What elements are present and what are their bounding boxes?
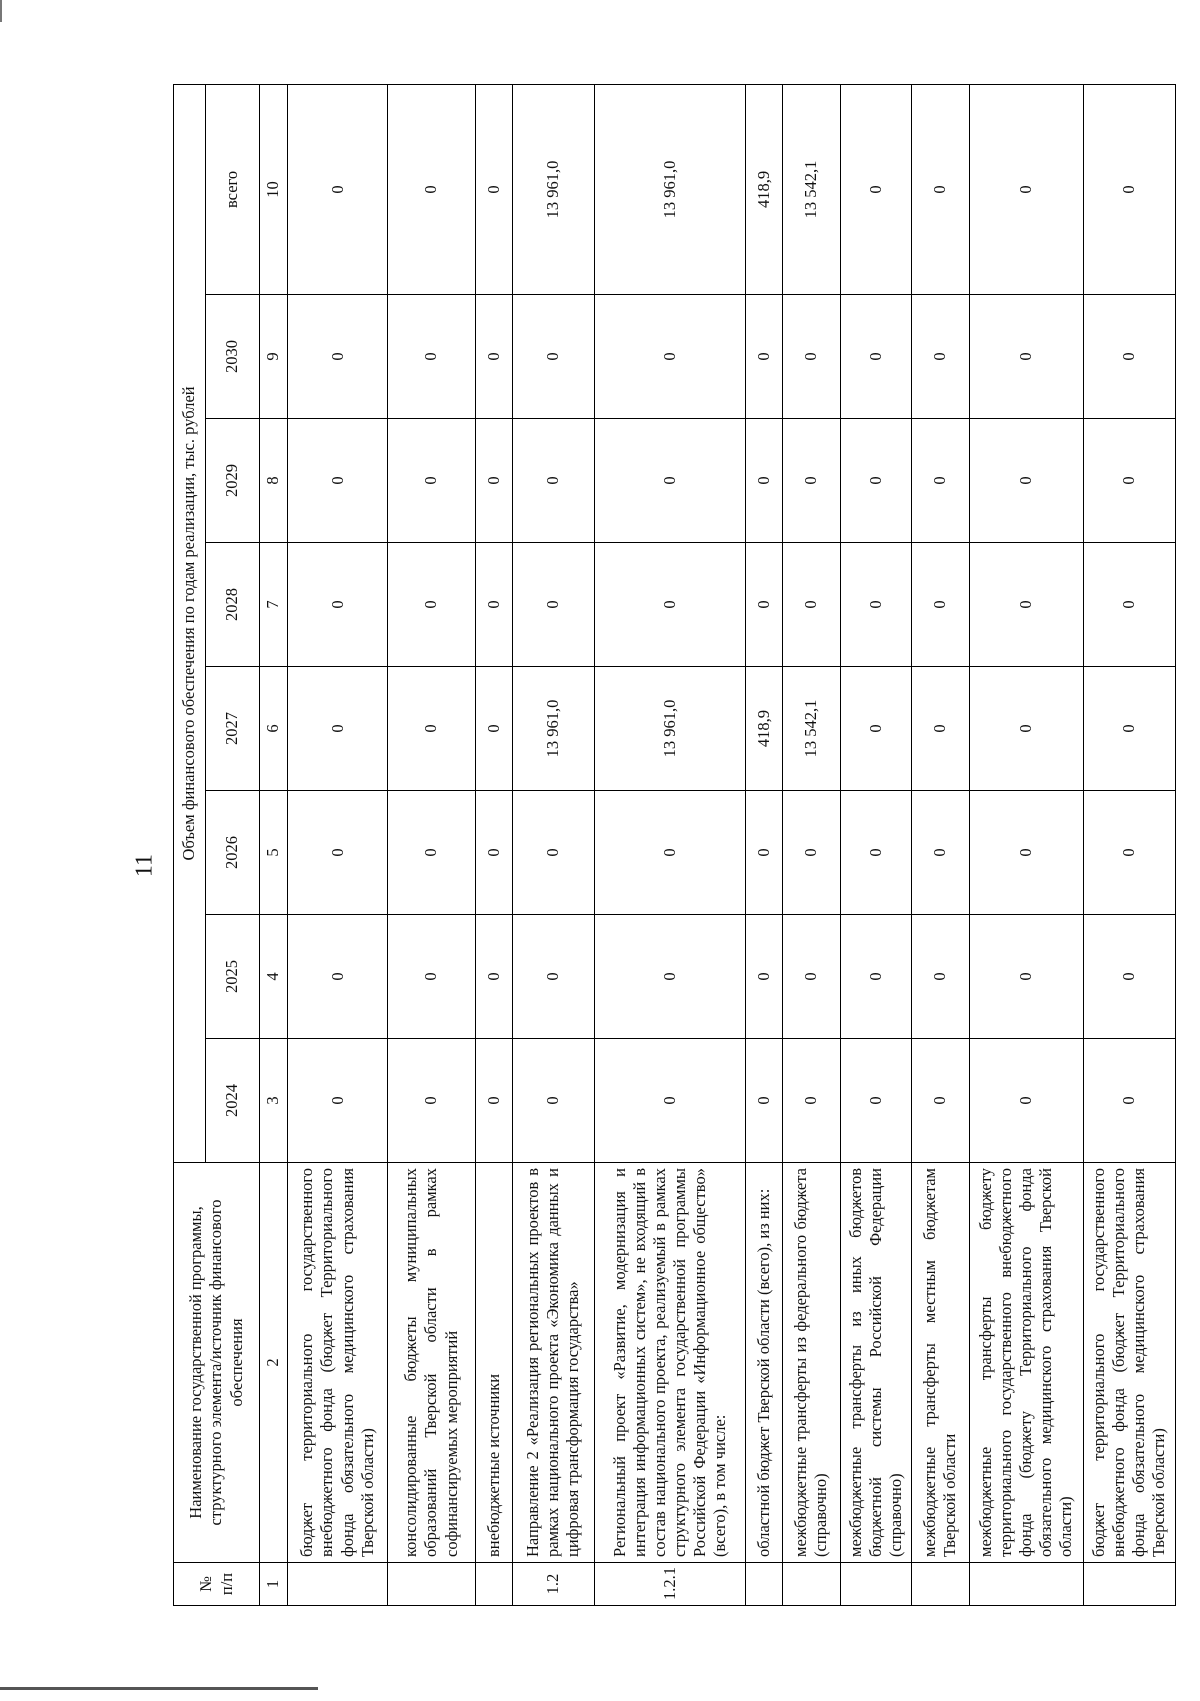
header-year: 2027 [206,667,260,791]
row-year-value: 0 [1083,295,1175,419]
row-year-value: 0 [595,791,746,915]
row-total-value: 0 [475,84,512,294]
row-year-value: 0 [388,667,476,791]
row-name: межбюджетные трансферты из федерального бюджета (справочно) [782,1163,840,1563]
row-year-value: 0 [782,915,840,1039]
row-year-value: 0 [475,915,512,1039]
row-year-value: 0 [388,295,476,419]
column-number-row [260,84,288,1605]
row-year-value: 0 [595,295,746,419]
row-year-value: 0 [782,1039,840,1163]
row-name: бюджет территориального государственного внебюджетного фонда (бюджет Территориального фонда обязательного медицинского страхования Тверской области) [1083,1163,1175,1563]
col-number: 2 [260,1163,288,1563]
row-year-value: 0 [911,791,969,915]
row-number: 1.2.1 [595,1563,746,1606]
row-name: межбюджетные трансферты местным бюджетам Тверской области [911,1163,969,1563]
table-row [911,84,969,1605]
row-year-value: 0 [288,667,388,791]
header-total: всего [206,84,260,294]
row-year-value: 418,9 [745,667,782,791]
row-year-value: 0 [745,915,782,1039]
row-year-value: 13 961,0 [512,667,594,791]
row-year-value: 0 [840,543,911,667]
row-year-value: 0 [911,543,969,667]
row-year-value: 0 [1083,791,1175,915]
row-year-value: 0 [782,419,840,543]
row-name: консолидированные бюджеты муниципальных образований Тверской области в рамках софинансируемых мероприятий [388,1163,476,1563]
row-year-value: 0 [1083,543,1175,667]
row-year-value: 0 [970,295,1084,419]
col-number: 8 [260,419,288,543]
row-year-value: 0 [840,295,911,419]
row-year-value: 0 [970,1039,1084,1163]
table-row [1083,84,1175,1605]
row-year-value: 0 [970,419,1084,543]
row-year-value: 0 [1083,1039,1175,1163]
row-year-value: 0 [512,543,594,667]
row-name: межбюджетные трансферты из иных бюджетов бюджетной системы Российской Федерации (справочно) [840,1163,911,1563]
row-year-value: 0 [388,791,476,915]
row-year-value: 13 961,0 [595,667,746,791]
row-year-value: 0 [512,915,594,1039]
row-year-value: 0 [595,419,746,543]
financing-table [173,84,1176,1606]
row-number [1083,1563,1175,1606]
table-row [782,84,840,1605]
row-year-value: 0 [288,543,388,667]
row-year-value: 0 [782,543,840,667]
row-year-value: 0 [782,791,840,915]
row-year-value: 0 [475,667,512,791]
row-total-value: 13 542,1 [782,84,840,294]
row-name: внебюджетные источники [475,1163,512,1563]
row-year-value: 0 [745,543,782,667]
row-name: межбюджетные трансферты бюджету территориального государственного внебюджетного фонда (бюджету Территориального фонда обязательного медицинского страхования Тверской области) [970,1163,1084,1563]
row-year-value: 0 [475,791,512,915]
row-number [840,1563,911,1606]
header-name: Наименование государственной программы, структурного элемента/источник финансового обеспечения [174,1163,260,1563]
row-year-value: 0 [595,1039,746,1163]
col-number: 7 [260,543,288,667]
row-name: Региональный проект «Развитие, модернизация и интеграция информационных систем», не входящий в состав национального проекта, реализуемый в рамках структурного элемента государственной программы Российской Федерации «Информационное общество» (всего), в том числе: [595,1163,746,1563]
row-year-value: 0 [745,791,782,915]
row-year-value: 0 [475,419,512,543]
row-name: Направление 2 «Реализация региональных проектов в рамках национального проекта «Экономика данных и цифровая трансформация государства» [512,1163,594,1563]
header-volume: Объем финансового обеспечения по годам реализации, тыс. рублей [174,84,206,1162]
row-year-value: 0 [745,419,782,543]
row-year-value: 0 [595,915,746,1039]
row-number [475,1563,512,1606]
row-year-value: 0 [288,1039,388,1163]
row-number [745,1563,782,1606]
row-year-value: 0 [911,1039,969,1163]
row-name: областной бюджет Тверской области (всего), из них: [745,1163,782,1563]
row-year-value: 0 [782,295,840,419]
row-total-value: 0 [970,84,1084,294]
row-year-value: 0 [388,1039,476,1163]
row-total-value: 0 [1083,84,1175,294]
row-year-value: 0 [911,295,969,419]
row-total-value: 13 961,0 [595,84,746,294]
row-year-value: 0 [288,791,388,915]
table-row [970,84,1084,1605]
row-number [782,1563,840,1606]
row-number [911,1563,969,1606]
row-year-value: 0 [911,667,969,791]
row-year-value: 0 [512,1039,594,1163]
row-year-value: 0 [512,419,594,543]
row-year-value: 0 [288,419,388,543]
table-row [475,84,512,1605]
scan-edge-mark [0,0,2,22]
table-row [840,84,911,1605]
row-year-value: 0 [970,543,1084,667]
rotated-table-container [173,85,1176,1606]
row-total-value: 13 961,0 [512,84,594,294]
row-number [288,1563,388,1606]
header-year: 2026 [206,791,260,915]
col-number: 10 [260,84,288,294]
col-number: 3 [260,1039,288,1163]
scan-edge-line [0,1687,318,1690]
header-year: 2025 [206,915,260,1039]
table-row [388,84,476,1605]
row-year-value: 0 [1083,667,1175,791]
row-number [970,1563,1084,1606]
row-year-value: 0 [840,667,911,791]
row-year-value: 0 [512,295,594,419]
header-year: 2029 [206,419,260,543]
row-total-value: 0 [288,84,388,294]
row-year-value: 0 [911,915,969,1039]
row-year-value: 0 [745,295,782,419]
table-row [512,84,594,1605]
row-year-value: 0 [388,543,476,667]
row-total-value: 418,9 [745,84,782,294]
row-year-value: 0 [1083,915,1175,1039]
header-year: 2030 [206,295,260,419]
row-year-value: 0 [475,295,512,419]
row-year-value: 0 [388,915,476,1039]
header-year: 2024 [206,1039,260,1163]
row-year-value: 0 [970,915,1084,1039]
page-number: 11 [131,853,158,878]
col-number: 6 [260,667,288,791]
table-row [745,84,782,1605]
row-total-value: 0 [911,84,969,294]
row-total-value: 0 [388,84,476,294]
row-year-value: 0 [745,1039,782,1163]
header-year: 2028 [206,543,260,667]
header-no: № п/п [174,1563,260,1606]
row-number [388,1563,476,1606]
row-year-value: 0 [475,1039,512,1163]
row-year-value: 0 [595,543,746,667]
row-year-value: 0 [840,1039,911,1163]
row-number: 1.2 [512,1563,594,1606]
row-year-value: 0 [840,915,911,1039]
table-row [595,84,746,1605]
row-year-value: 0 [1083,419,1175,543]
row-year-value: 0 [288,915,388,1039]
row-year-value: 0 [911,419,969,543]
row-year-value: 0 [840,419,911,543]
row-year-value: 0 [840,791,911,915]
col-number: 4 [260,915,288,1039]
col-number: 5 [260,791,288,915]
row-year-value: 0 [512,791,594,915]
row-name: бюджет территориального государственного внебюджетного фонда (бюджет Территориального фонда обязательного медицинского страхования Тверской области) [288,1163,388,1563]
row-year-value: 0 [388,419,476,543]
row-year-value: 0 [970,791,1084,915]
table-body [288,84,1176,1605]
row-year-value: 13 542,1 [782,667,840,791]
row-total-value: 0 [840,84,911,294]
col-number: 9 [260,295,288,419]
row-year-value: 0 [970,667,1084,791]
row-year-value: 0 [288,295,388,419]
row-year-value: 0 [475,543,512,667]
table-row [288,84,388,1605]
col-number: 1 [260,1563,288,1606]
